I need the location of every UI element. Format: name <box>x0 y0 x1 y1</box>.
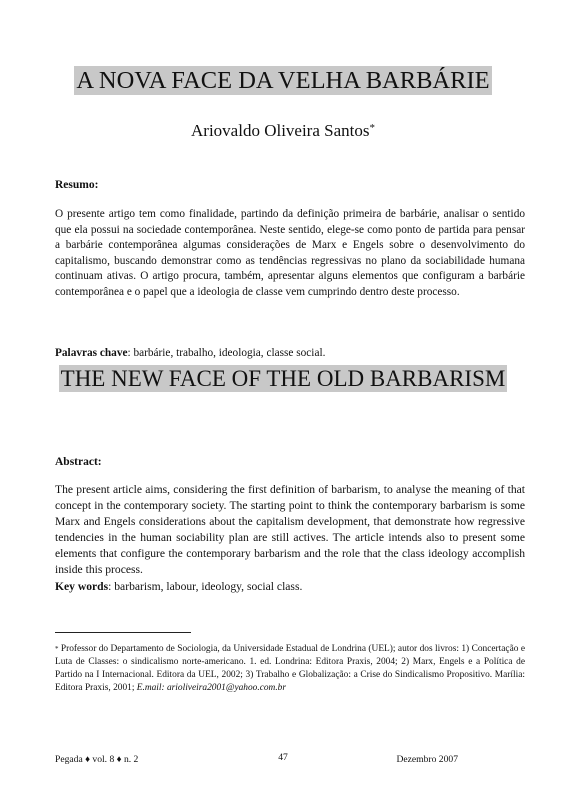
author-name: Ariovaldo Oliveira Santos <box>191 121 370 140</box>
keywords-portuguese-text: : barbárie, trabalho, ideologia, classe social. <box>127 347 326 359</box>
keywords-english-label: Key words <box>55 580 109 593</box>
title-portuguese-text: A NOVA FACE DA VELHA BARBÁRIE <box>76 67 490 94</box>
abstract-text: The present article aims, considering the first definition of barbarism, to analyse the meaning of that concept in the contemporary society. The starting point to think the contemporary barbarism is some Marx and Engels considerations about the capitalism development, that demonstrate how regressive tendencies in the human sociability plan are still actives. The article intends also to present some elements that configure the contemporary barbarism and the role that the class ideology accomplish inside this process. <box>55 483 525 576</box>
keywords-portuguese-label: Palavras chave <box>55 347 128 359</box>
resumo-text: O presente artigo tem como finalidade, partindo da definição primeira de barbárie, analisar o sentido que ela possui na sociedade contemporânea. Neste sentido, elege-se como ponto de partida para pensar a barbárie contemporânea algumas considerações de Marx e Engels sobre o desenvolvimento do capitalismo, buscando demonstrar como as tendências regressivas no plano da sociabilidade humana continuam ativas. O artigo procura, também, apresentar alguns elementos que configuram a barbárie contemporânea e o papel que a ideologia de classe vem cumprindo dentro deste processo. <box>55 208 525 298</box>
footnote-email: E.mail: arioliveira2001@yahoo.com.br <box>136 683 286 693</box>
title-portuguese <box>0 66 566 96</box>
author-footnote <box>55 643 525 695</box>
keywords-portuguese <box>55 346 525 360</box>
footnote-mark: * <box>55 645 59 653</box>
footnote-text: Professor do Departamento de Sociologia, da Universidade Estadual de Londrina (UEL); autor dos livros: 1) Concertação e Luta de Classes: o sindicalismo norte-americano. 1. ed. Londrina: Editora Praxis, 2004; 2) Marx, Engels e a Política de Partido na I Internacional. Editora da UEL, 2002; 3) Trabalho e Globalização: a Crise do Sindicalismo Propositivo. Marília: Editora Praxis, 2001; <box>55 644 525 693</box>
title-english <box>0 364 566 393</box>
title-english-text: THE NEW FACE OF THE OLD BARBARISM <box>60 366 506 391</box>
resumo-heading: Resumo: <box>55 179 99 191</box>
author-footnote-mark: * <box>369 122 375 134</box>
author-line <box>0 120 566 142</box>
footer-page-number: 47 <box>278 752 288 763</box>
footnote-divider <box>55 632 191 633</box>
footer-journal: Pegada ♦ vol. 8 ♦ n. 2 <box>55 754 139 765</box>
footer-date: Dezembro 2007 <box>396 754 458 765</box>
keywords-english-text: : barbarism, labour, ideology, social class. <box>108 580 303 593</box>
keywords-english <box>55 580 525 594</box>
abstract-heading: Abstract: <box>55 456 102 468</box>
